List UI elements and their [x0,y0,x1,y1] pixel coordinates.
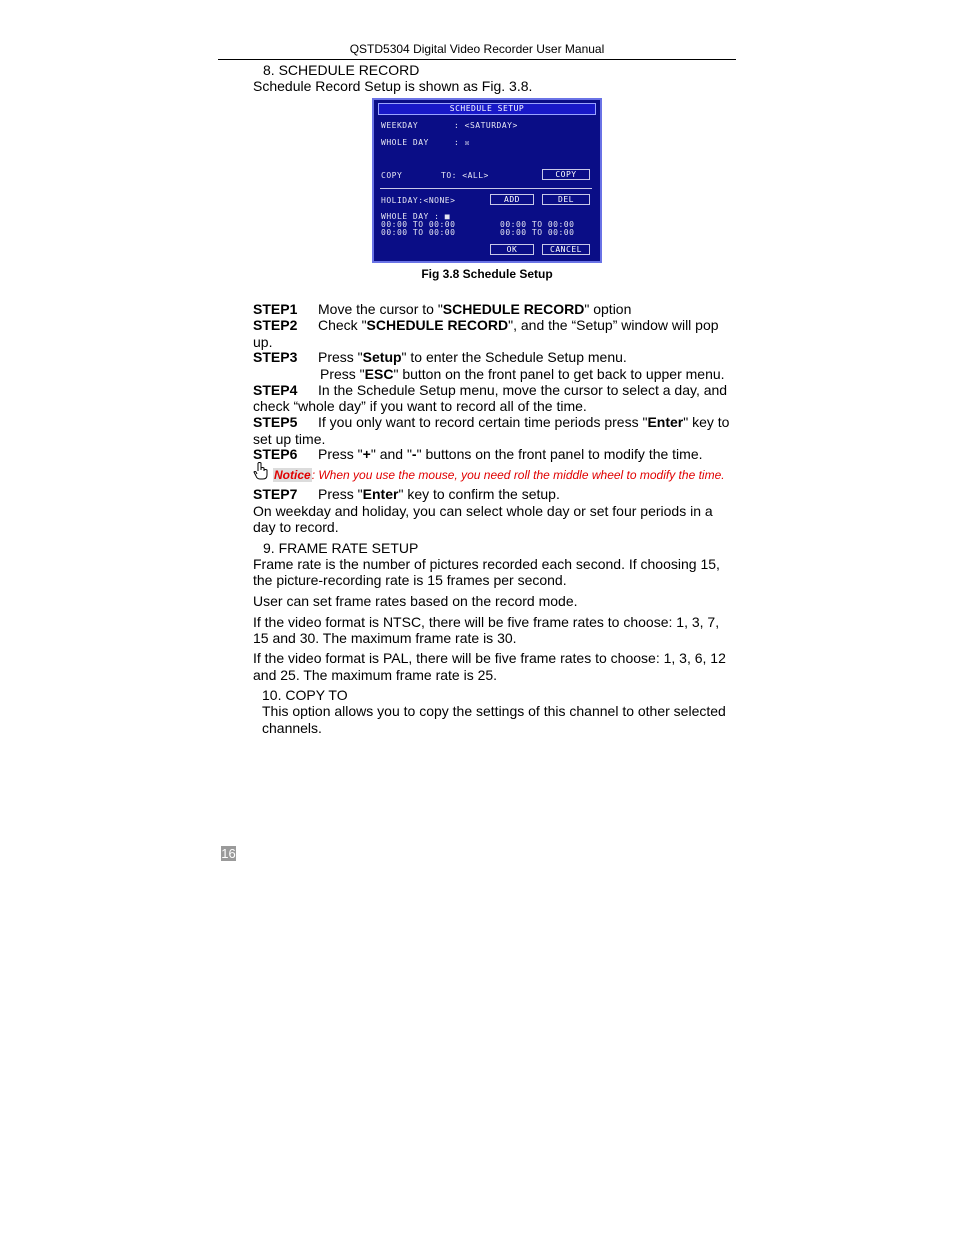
dvr-copy-label: COPY [381,171,403,180]
dvr-copy-to: TO: <ALL> [441,171,489,180]
weekday-paragraph-line2: day to record. [253,519,339,535]
step2-continued: up. [253,334,273,350]
figure-caption: Fig 3.8 Schedule Setup [421,267,553,281]
schedule-setup-screenshot [372,98,602,263]
weekday-paragraph-line1: On weekday and holiday, you can select whole day or set four periods in a [253,503,713,519]
step2-label: STEP2 [253,317,298,333]
header-rule [218,59,736,60]
section-10-p1-line2: channels. [262,720,322,736]
step3-label: STEP3 [253,349,298,365]
dvr-period-2: 00:00 TO 00:00 [500,220,575,229]
dvr-add-button: ADD [490,194,534,205]
dvr-ok-button: OK [490,244,534,255]
step5-continued: set up time. [253,431,326,447]
section-9-heading: 9. FRAME RATE SETUP [263,540,419,556]
dvr-weekday-value: : <SATURDAY> [454,121,518,130]
dvr-period-4: 00:00 TO 00:00 [500,228,575,237]
section-9-p1-line2: the picture-recording rate is 15 frames per second. [253,572,567,588]
step4-label: STEP4 [253,382,298,398]
dvr-copy-button: COPY [542,169,590,180]
section-10-p1-line1: This option allows you to copy the settings of this channel to other selected [262,703,726,719]
step4-continued: check “whole day” if you want to record all of the time. [253,398,587,414]
page-number: 16 [221,846,236,861]
dvr-del-button: DEL [542,194,590,205]
running-header: QSTD5304 Digital Video Recorder User Manual [349,42,605,56]
section-9-p2: User can set frame rates based on the record mode. [253,593,578,609]
step1-label: STEP1 [253,301,298,317]
dvr-wholeday-label: WHOLE DAY [381,138,429,147]
step2-text: Check "SCHEDULE RECORD", and the “Setup” window will pop [318,317,719,333]
dvr-period-3: 00:00 TO 00:00 [381,228,456,237]
section-9-p3-line2: 15 and 30. The maximum frame rate is 30. [253,630,517,646]
section-8-heading: 8. SCHEDULE RECORD [263,62,420,78]
dvr-period-1: 00:00 TO 00:00 [381,220,456,229]
step5-label: STEP5 [253,414,298,430]
step3-text: Press "Setup" to enter the Schedule Setup menu. [318,349,627,365]
pointing-hand-icon [253,462,269,480]
section-8-intro: Schedule Record Setup is shown as Fig. 3.8. [253,78,533,94]
dvr-wholeday-value: : ☒ [454,138,470,147]
dvr-wholeday-2: WHOLE DAY : ■ [381,212,451,221]
dvr-cancel-button: CANCEL [542,244,590,255]
section-9-p1-line1: Frame rate is the number of pictures recorded each second. If choosing 15, [253,556,720,572]
notice-text: Notice: When you use the mouse, you need roll the middle wheel to modify the time. [274,468,725,482]
step5-text: If you only want to record certain time periods press "Enter" key to [318,414,730,430]
step1-text: Move the cursor to "SCHEDULE RECORD" option [318,301,632,317]
section-9-p3-line1: If the video format is NTSC, there will be five frame rates to choose: 1, 3, 7, [253,614,720,630]
step6-text: Press "+" and "-" buttons on the front panel to modify the time. [318,446,703,462]
step3-esc-text: Press "ESC" button on the front panel to get back to upper menu. [320,366,725,382]
step6-label: STEP6 [253,446,298,462]
step4-text: In the Schedule Setup menu, move the cursor to select a day, and [318,382,728,398]
section-9-p4-line1: If the video format is PAL, there will be five frame rates to choose: 1, 3, 6, 12 [253,650,726,666]
section-9-p4-line2: and 25. The maximum frame rate is 25. [253,667,498,683]
step7-label: STEP7 [253,486,298,502]
step7-text: Press "Enter" key to confirm the setup. [318,486,560,502]
section-10-heading: 10. COPY TO [262,687,348,703]
dvr-holiday: HOLIDAY:<NONE> [381,196,456,205]
dvr-title-bar: SCHEDULE SETUP [378,103,596,115]
dvr-weekday-label: WEEKDAY [381,121,419,130]
dvr-divider [380,188,592,189]
